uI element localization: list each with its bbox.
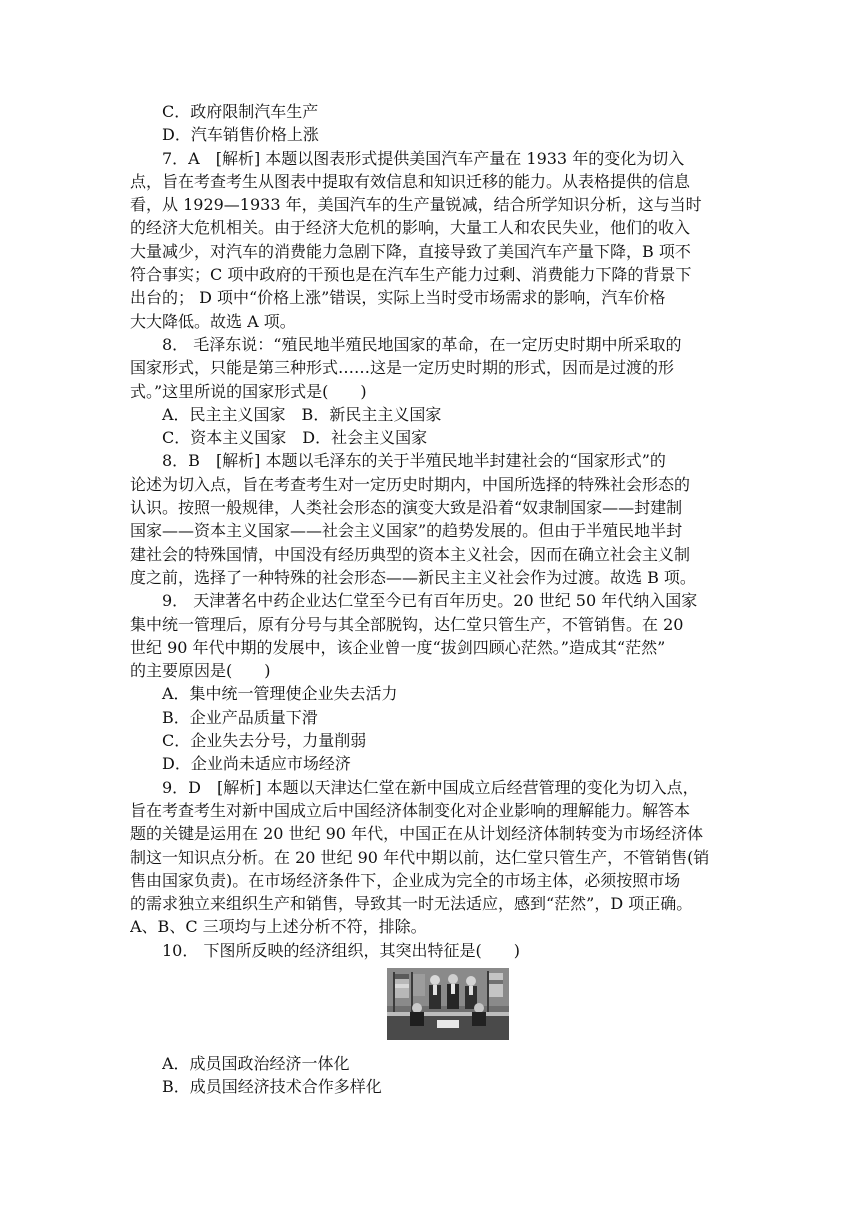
- question-line: 10． 下图所反映的经济组织，其突出特征是( ): [162, 940, 520, 960]
- option-line: A．民主主义国家 B．新民主主义国家: [162, 404, 442, 424]
- answer-analysis-line: 8．B [解析] 本题以毛泽东的关于半殖民地半封建社会的“国家形式”的: [162, 451, 666, 471]
- signing-ceremony-photo: [387, 968, 509, 1040]
- text-line: 建社会的特殊国情，中国没有经历典型的资本主义社会，因而在确立社会主义制: [130, 544, 691, 564]
- text-line: 国家形式，只能是第三种形式……这是一定历史时期的形式，因而是过渡的形: [130, 358, 675, 378]
- text-line: 的需求独立来组织生产和销售，导致其一时无法适应，感到“茫然”，D 项正确。: [130, 894, 693, 914]
- text-line: 售由国家负责)。在市场经济条件下，企业成为完全的市场主体，必须按照市场: [130, 870, 681, 890]
- text-line: 题的关键是运用在 20 世纪 90 年代，中国正在从计划经济体制转变为市场经济体: [130, 824, 704, 844]
- text-line: 度之前，选择了一种特殊的社会形态——新民主主义社会作为过渡。故选 B 项。: [130, 567, 696, 587]
- text-line: 国家——资本主义国家——社会主义国家”的趋势发展的。但由于半殖民地半封: [130, 521, 683, 541]
- text-line: 的主要原因是( ): [130, 661, 271, 681]
- option-line: B．成员国经济技术合作多样化: [162, 1077, 382, 1097]
- option-line: A．成员国政治经济一体化: [162, 1054, 350, 1073]
- text-line: 式。”这里所说的国家形式是( ): [130, 381, 367, 401]
- answer-analysis-line: 9．D [解析] 本题以天津达仁堂在新中国成立后经营管理的变化为切入点，: [162, 777, 699, 797]
- option-line: D．企业尚未适应市场经济: [162, 754, 351, 774]
- answer-analysis-line: 7．A [解析] 本题以图表形式提供美国汽车产量在 1933 年的变化为切入: [162, 148, 685, 168]
- text-line: 出台的； D 项中“价格上涨”错误，实际上当时受市场需求的影响，汽车价格: [130, 288, 666, 308]
- options-block: [162, 1052, 722, 1099]
- text-line: 符合事实；C 项中政府的干预也是在汽车生产能力过剩、消费能力下降的背景下: [130, 265, 692, 285]
- text-line: 集中统一管理后，原有分号与其全部脱钩，达仁堂只管生产，不管销售。在 20: [130, 614, 684, 634]
- text-line: 旨在考查考生对新中国成立后中国经济体制变化对企业影响的理解能力。解答本: [130, 800, 691, 820]
- option-line: D．汽车销售价格上涨: [162, 125, 319, 145]
- text-line: 论述为切入点，旨在考查考生对一定历史时期内，中国所选择的特殊社会形态的: [130, 474, 691, 494]
- text-line: A、B、C 三项均与上述分析不符，排除。: [130, 917, 427, 937]
- question-line: 8． 毛泽东说：“殖民地半殖民地国家的革命，在一定历史时期中所采取的: [162, 334, 682, 354]
- text-line: 的经济大危机相关。由于经济大危机的影响，大量工人和农民失业，他们的收入: [130, 218, 691, 238]
- text-line: 制这一知识点分析。在 20 世纪 90 年代中期以前，达仁堂只管生产，不管销售(销: [130, 847, 710, 867]
- text-line: 大大降低。故选 A 项。: [130, 311, 296, 331]
- text-line: 认识。按照一般规律，人类社会形态的演变大致是沿着“奴隶制国家——封建制: [130, 498, 683, 518]
- option-line: C．政府限制汽车生产: [162, 102, 319, 121]
- option-line: A．集中统一管理使企业失去活力: [162, 684, 398, 704]
- text-line: 看，从 1929—1933 年，美国汽车的生产量锐减，结合所学知识分析，这与当时: [130, 195, 702, 215]
- option-line: C．资本主义国家 D．社会主义国家: [162, 428, 428, 448]
- document-body: [130, 100, 730, 962]
- question-line: 9． 天津著名中药企业达仁堂至今已有百年历史。20 世纪 50 年代纳入国家: [162, 591, 698, 611]
- text-line: 世纪 90 年代中期的发展中，该企业曾一度“拔剑四顾心茫然。”造成其“茫然”: [130, 637, 666, 657]
- text-line: 点，旨在考查考生从图表中提取有效信息和知识迁移的能力。从表格提供的信息: [130, 171, 691, 191]
- photo-image: [387, 968, 509, 1040]
- text-line: 大量减少，对汽车的消费能力急剧下降，直接导致了美国汽车产量下降，B 项不: [130, 241, 691, 261]
- option-line: C．企业失去分号，力量削弱: [162, 731, 367, 751]
- option-line: B．企业产品质量下滑: [162, 707, 318, 727]
